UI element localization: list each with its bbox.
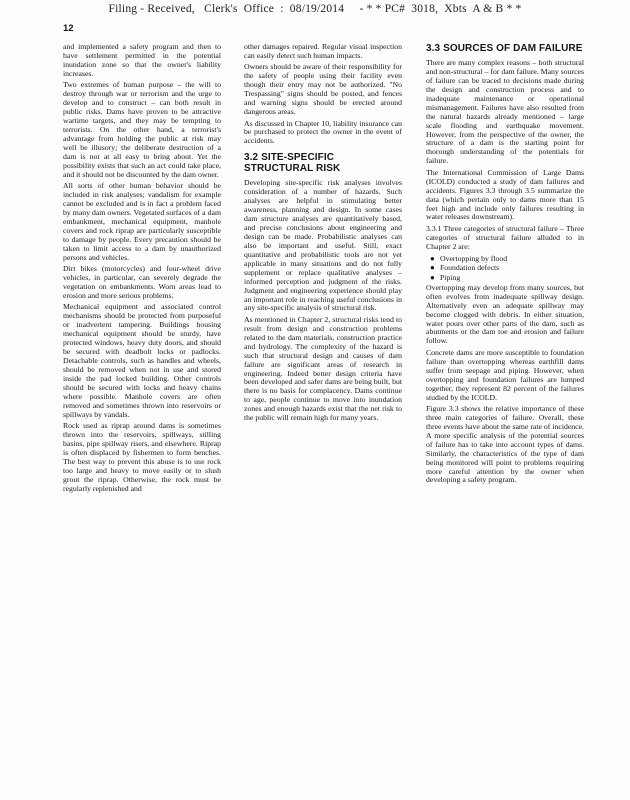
list-item <box>430 254 584 263</box>
list-item-text: Foundation defects <box>440 263 500 273</box>
paragraph: Developing site-specific risk analyses involves consideration of a number of hazards. Such analyses are helpful in stimulating better awareness, planning and design. In some cases dam structure analyses are quantitatively based, and precise conclusions about engineering and design can be made. Probabilistic analyses can also be important and useful. Still, exact quantitative and probabilistic tools are not yet applicable in many situations and do not fully supplement or replace qualitative analyses – informed perception and judgment of the risks. Judgment and engineering experience should play an important role in reaching useful conclusions in any site-specific analysis of structural risk. <box>244 178 402 313</box>
paragraph: Two extremes of human purpose – the will to destroy through war or terrorism and the urge to develop and to construct – can both result in public risks. Dams have proven to be attractive wartime targets, and they may be tempting to terrorists. On the other hand, a terrorist's advantage from holding the public at risk may well be illusory; the deliberate destruction of a dam is not at all easy to bring about. Yet the possibility exists that such an act could take place, and it should not be discounted by the dam owner. <box>63 80 221 179</box>
page-number: 12 <box>63 23 74 34</box>
list-item <box>430 263 584 272</box>
list-item-text: Overtopping by flood <box>440 254 508 264</box>
paragraph: Dirt bikes (motorcycles) and four-wheel drive vehicles, in particular, can severely degrade the vegetation on embankments. Worn areas lead to erosion and more serious problems. <box>63 264 221 300</box>
paragraph: Concrete dams are more susceptible to foundation failure than overtopping whereas earthfill dams suffer from seepage and piping. However, when overtopping and foundation failures are lumped together, they represent 82 percent of the failures studied by the ICOLD. <box>426 347 584 402</box>
paragraph: Mechanical equipment and associated control mechanisms should be protected from purposeful or inadvertent tampering. Buildings housing mechanical equipment should be sturdy, have protected windows, heavy duty doors, and should be secured with deadbolt locks or padlocks. Detachable controls, such as handles and wheels, should be removed when not in use and stored inside the pad locked building. Other controls should be secured with locks and heavy chains where possible. Manhole covers are often removed and sometimes thrown into reservoirs or spillways by vandals. <box>63 302 221 419</box>
bullet-icon: ● <box>430 272 435 282</box>
section-heading-3-2: 3.2 SITE-SPECIFIC STRUCTURAL RISK <box>244 152 341 175</box>
paragraph: Overtopping may develop from many sources, but often evolves from inadequate spillway design. Alternatively even an adequate spillway may become clogged with debris. In either situation, water pours over other parts of the dam, such as abutments or the dam toe and erosion and failure follow. <box>426 282 584 346</box>
text-column-middle <box>244 43 402 426</box>
paragraph: Figure 3.3 shows the relative importance of these three main categories of failure. Overall, these three events have about the same rate of incidence. A more specific analysis of the potential sources of failure has to take into account types of dams. Similarly, the characteristics of the type of dam being monitored will point to problems requiring more careful attention by the owner when developing a safety program. <box>426 403 584 485</box>
text-column-right <box>426 43 584 488</box>
text-column-left <box>63 43 221 496</box>
paragraph: and implemented a safety program and then to have settlement permitted in the potential inundation zone so that the owner's liability increases. <box>63 42 221 78</box>
paragraph: As mentioned in Chapter 2, structural risks tend to result from design and construction problems related to the dam materials, construction practice and hydrology. The complexity of the hazard is such that structural design and causes of dam failure are significant areas of research in engineering. Indeed better design criteria have been developed and safer dams are being built, but there is no basis for complacency. Dams continue to age, people continue to move into inundation zones and enough hazards exist that the net risk to the public will remain high for many years. <box>244 314 402 423</box>
paragraph: All sorts of other human behavior should be included in risk analyses; vandalism for example cannot be excluded and is in fact a problem faced by many dam owners. Vegetated surfaces of a dam embankment, mechanical equipment, manhole covers and rock riprap are particularly susceptible to damage by people. Every precaution should be taken to limit access to a dam by unauthorized persons and vehicles. <box>63 181 221 262</box>
list-item-text: Piping <box>440 272 461 282</box>
section-heading-3-3: 3.3 SOURCES OF DAM FAILURE <box>426 43 583 54</box>
paragraph: There are many complex reasons – both structural and non-structural – for dam failure. Many sources of failure can be traced to decisions made during the design and construction process and to inadequate maintenance or operational mismanagement. Failures have also resulted from the natural hazards already mentioned – large scale flooding and earthquake movement. However, from the perspective of the owner, the structure of a dam is the starting point for thorough understanding of the potentials for failure. <box>426 58 584 166</box>
filing-stamp-header: Filing - Received, Clerk's Office : 08/19/2014 - * * PC# 3018, Xbts A & B * * <box>108 3 522 15</box>
bullet-icon: ● <box>430 263 435 273</box>
bullet-icon: ● <box>430 254 435 264</box>
list-item <box>430 273 584 282</box>
paragraph: As discussed in Chapter 10, liability insurance can be purchased to protect the owner in the event of accidents. <box>244 118 402 146</box>
paragraph: other damages repaired. Regular visual inspection can easily detect such human impacts. <box>244 42 402 60</box>
paragraph: 3.3.1 Three categories of structural failure – Three categories of structural failure alluded to in Chapter 2 are: <box>426 223 584 251</box>
paragraph: The International Commission of Large Dams (ICOLD) conducted a study of dam failures and accidents. Figures 3.3 through 3.5 summarize the data (which pertain only to dams more than 15 feet high and include only failures resulting in water releases downstream). <box>426 167 584 222</box>
failure-category-list <box>426 254 584 282</box>
paragraph: Owners should be aware of their responsibility for the safety of people using their facility even though their entry may not be authorized. "No Trespassing" signs should be posted, and fences and warning signs should be erected around dangerous areas. <box>244 62 402 117</box>
paragraph: Rock used as riprap around dams is sometimes thrown into the reservoirs, spillways, stilling basins, pipe spillway risers, and elsewhere. Riprap is often displaced by fishermen to form benches. The best way to prevent this abuse is to use rock too large and heavy to move easily or to slush grout the riprap. Otherwise, the rock must be regularly replenished and <box>63 420 221 493</box>
